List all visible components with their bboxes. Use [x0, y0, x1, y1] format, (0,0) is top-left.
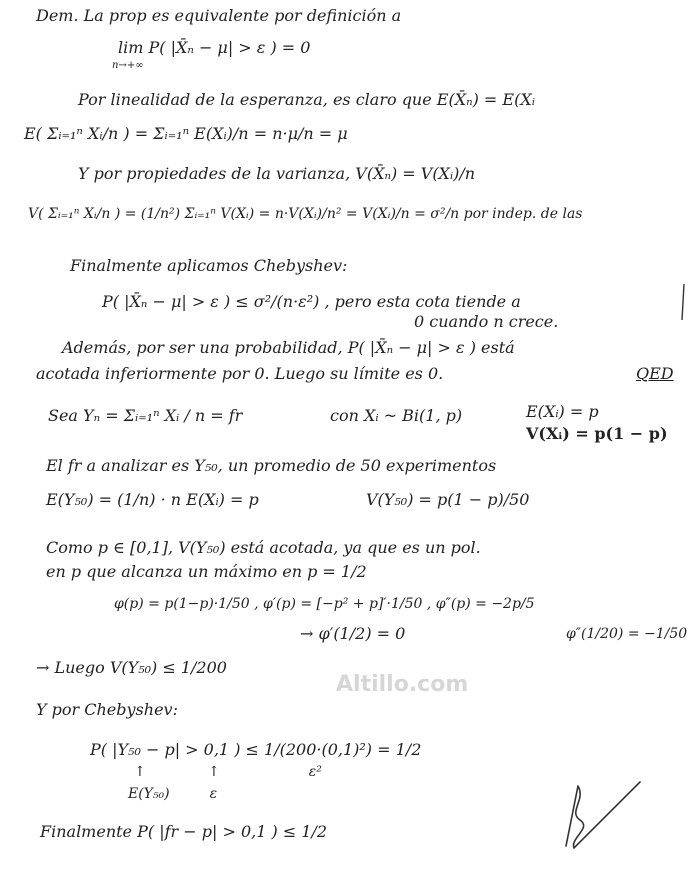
- variance-line: Y por propiedades de la varianza, V(X̄ₙ) = V(Xᵢ)/n: [78, 164, 476, 183]
- phi-second-derivative: φ″(1/20) = −1/50: [566, 626, 688, 642]
- bernoulli-expectation: E(Xᵢ) = p: [526, 402, 599, 421]
- variance-upper-bound: → Luego V(Y₅₀) ≤ 1/200: [36, 658, 227, 677]
- limit-subscript: n→+∞: [112, 60, 144, 71]
- maximum-line: en p que alcanza un máximo en p = 1/2: [46, 562, 367, 581]
- bounded-below-line: acotada inferiormente por 0. Luego su límite es 0.: [36, 364, 444, 383]
- phi-prime-zero: → φ′(1/2) = 0: [300, 624, 406, 643]
- phi-derivatives: φ(p) = p(1−p)·1/50 , φ′(p) = [−p² + p]′·1/50 , φ″(p) = −2p/5: [114, 596, 535, 612]
- limit-statement: lim P( |X̄ₙ − μ| > ε ) = 0: [118, 38, 311, 57]
- bound-tends-zero: 0 cuando n crece.: [414, 312, 559, 331]
- signature-mark: [556, 776, 646, 856]
- annotation-arrows: ↑ ↑ ε²: [134, 764, 322, 780]
- chebyshev-applied: P( |Y₅₀ − p| > 0,1 ) ≤ 1/(200·(0,1)²) = 1/2: [90, 740, 422, 759]
- margin-mark: [678, 282, 690, 322]
- bounded-variance-line: Como p ∈ [0,1], V(Y₅₀) está acotada, ya que es un pol.: [46, 538, 481, 557]
- linearity-line: Por linealidad de la esperanza, es claro que E(X̄ₙ) = E(Xᵢ: [78, 90, 535, 109]
- y50-variance: V(Y₅₀) = p(1 − p)/50: [366, 490, 530, 509]
- proof-intro: Dem. La prop es equivalente por definición a: [36, 6, 402, 25]
- final-conclusion: Finalmente P( |fr − p| > 0,1 ) ≤ 1/2: [40, 822, 328, 841]
- probability-bound-line: Además, por ser una probabilidad, P( |X̄ₙ − μ| > ε ) está: [62, 338, 515, 357]
- chebyshev-heading: Finalmente aplicamos Chebyshev:: [70, 256, 348, 275]
- bernoulli-distribution: con Xᵢ ~ Bi(1, p): [330, 406, 463, 425]
- qed-mark: QED: [636, 364, 674, 383]
- chebyshev-inequality: P( |X̄ₙ − μ| > ε ) ≤ σ²/(n·ε²) , pero esta cota tiende a: [102, 292, 521, 311]
- variance-derivation: V( Σᵢ₌₁ⁿ Xᵢ/n ) = (1/n²) Σᵢ₌₁ⁿ V(Xᵢ) = n·V(Xᵢ)/n² = V(Xᵢ)/n = σ²/n por indep. de las: [28, 206, 583, 222]
- expectation-derivation: E( Σᵢ₌₁ⁿ Xᵢ/n ) = Σᵢ₌₁ⁿ E(Xᵢ)/n = n·μ/n = μ: [24, 124, 348, 143]
- definition-yn: Sea Yₙ = Σᵢ₌₁ⁿ Xᵢ / n = fr: [48, 406, 243, 425]
- frequency-analysis-line: El fr a analizar es Y₅₀, un promedio de 50 experimentos: [46, 456, 497, 475]
- chebyshev-second-heading: Y por Chebyshev:: [36, 700, 178, 719]
- annotation-labels: E(Y₅₀) ε: [128, 786, 218, 802]
- bernoulli-variance: V(Xᵢ) = p(1 − p): [526, 424, 668, 443]
- y50-expectation: E(Y₅₀) = (1/n) · n E(Xᵢ) = p: [46, 490, 259, 509]
- watermark: Altillo.com: [336, 672, 469, 697]
